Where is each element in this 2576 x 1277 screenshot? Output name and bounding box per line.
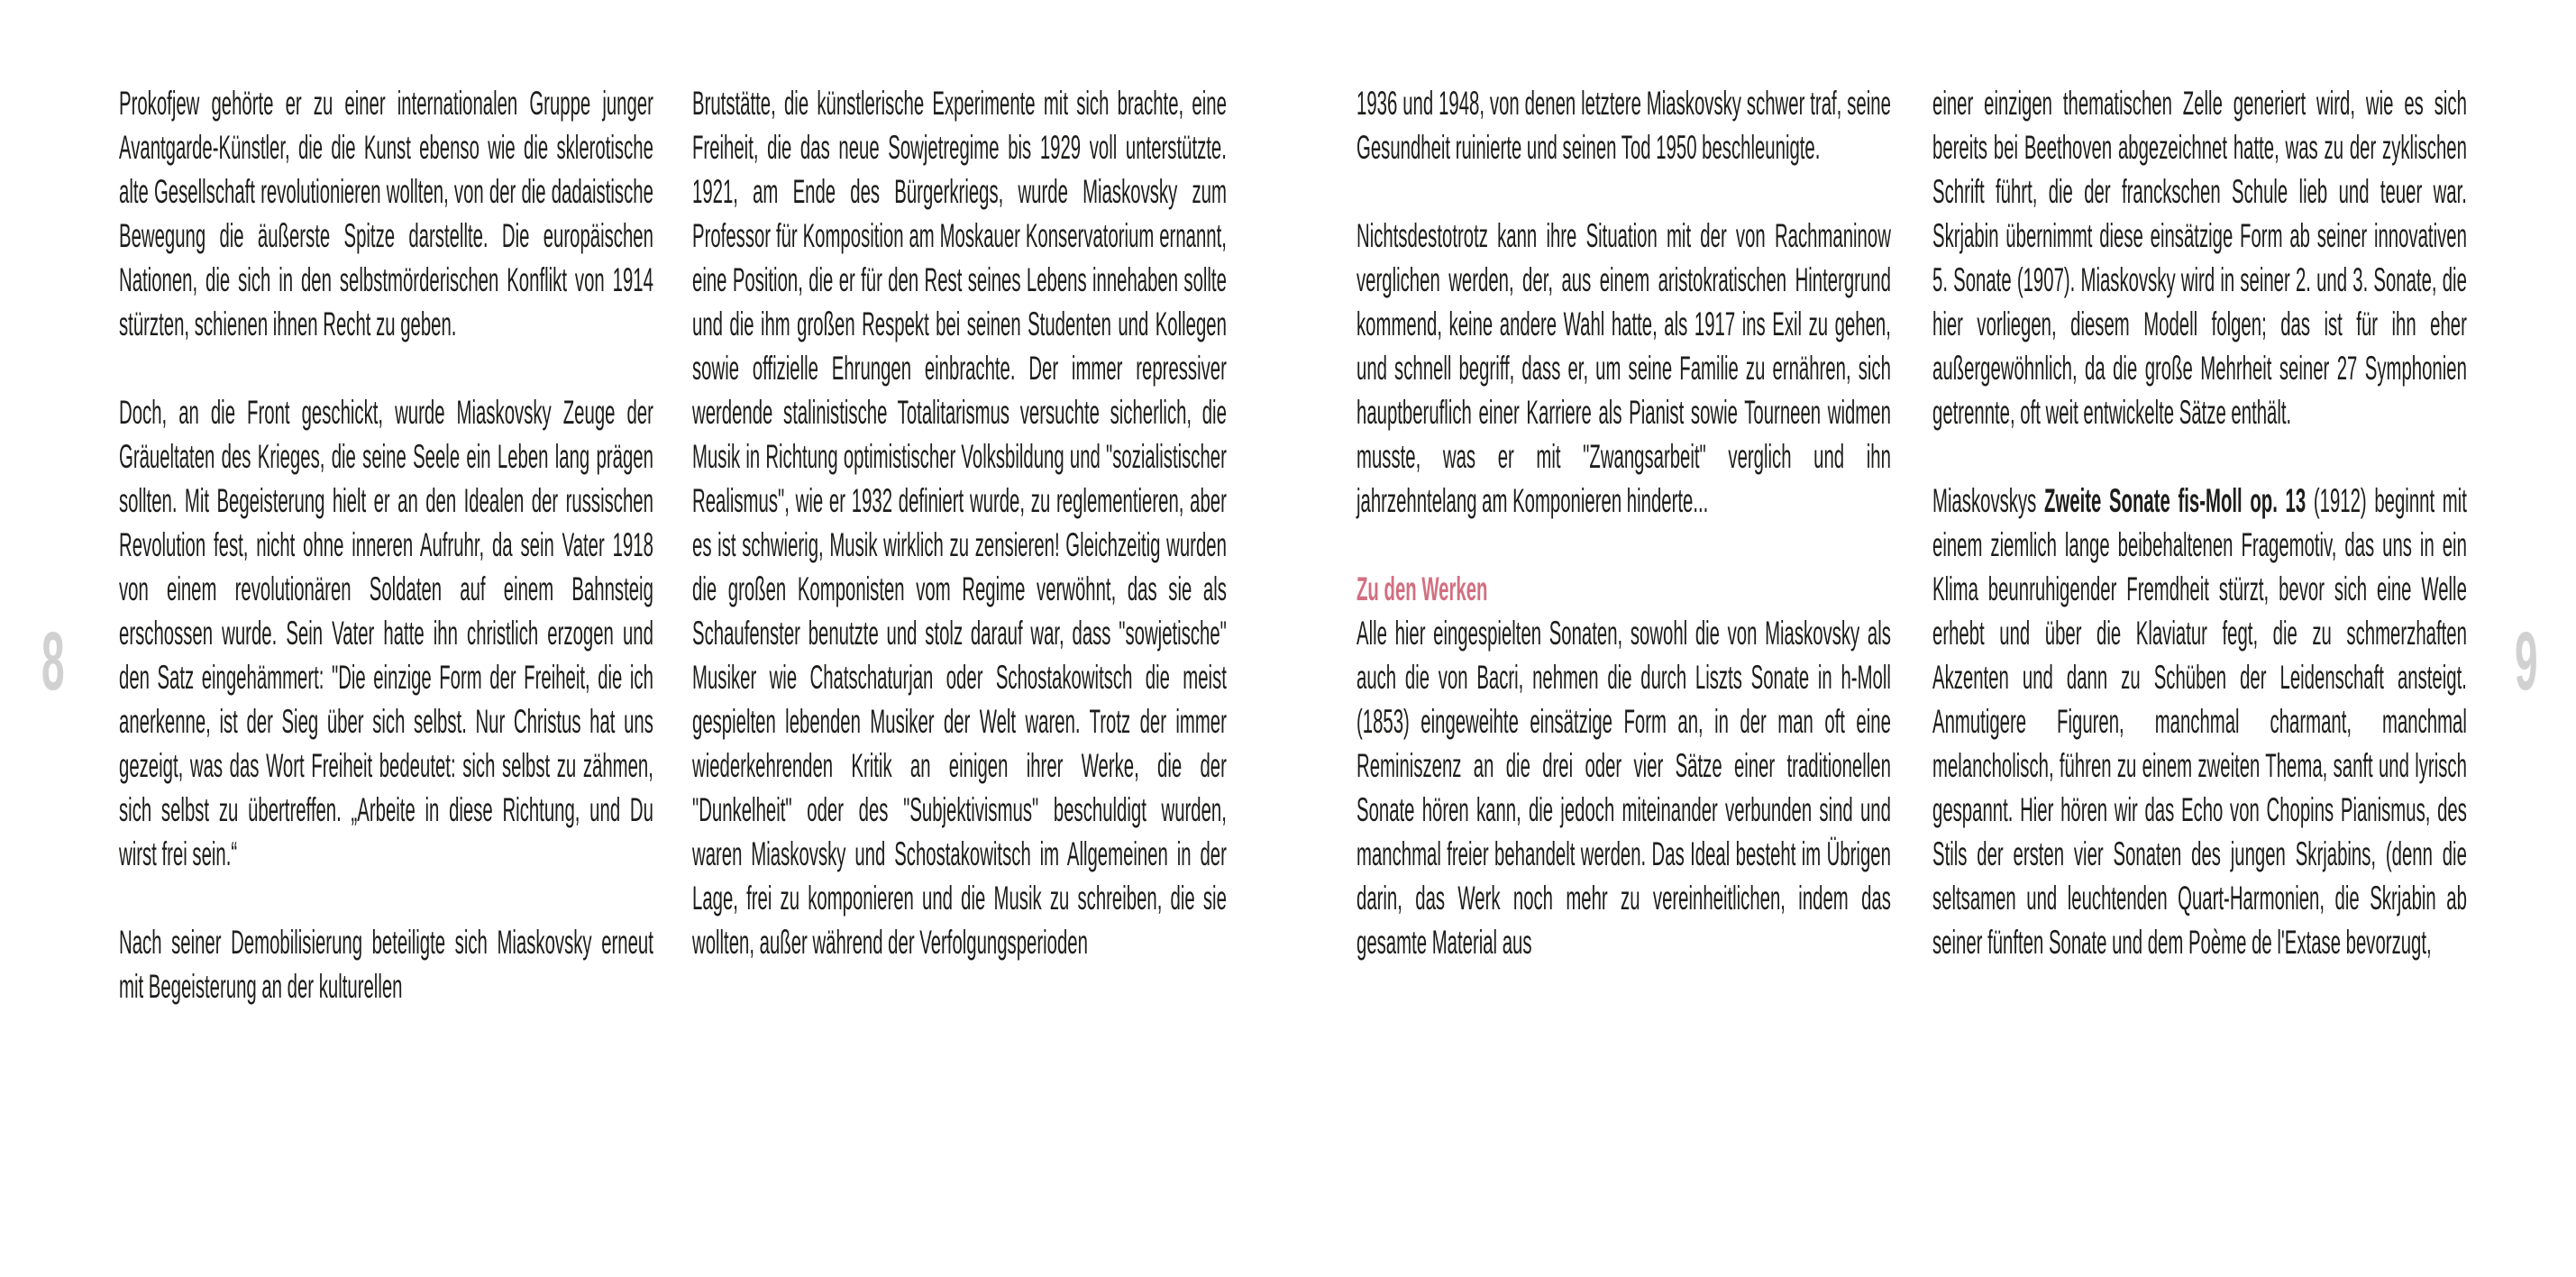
section-heading — [1357, 567, 1891, 611]
text-column-2 — [692, 81, 1227, 1008]
text-run: einer einzigen thematischen Zelle generiert wird, wie es sich bereits bei Beethoven abgezeichnet hatte, was zu der zyklischen Schrift führt, die der franckschen Schule lieb und teuer war. Skrjabin übernimmt diese einsätzige Form ab seiner innovativen 5. Sonate (1907). Miaskovsky wird in seiner 2. und 3. Sonate, die hier vorliegen, diesem Modell folgen; das ist für ihn eher außergewöhnlich, da die große Mehrheit seiner 27 Symphonien getrennte, oft weit entwickelte Sätze enthält. — [1932, 85, 2467, 431]
text-column-1 — [119, 81, 653, 1053]
text-run: Doch, an die Front geschickt, wurde Miaskovsky Zeuge der Gräueltaten des Krieges, die seine Seele ein Leben lang prägen sollten. Mit Begeisterung hielt er an den Idealen der russischen Revolution fest, nicht ohne inneren Aufruhr, da sein Vater 1918 von einem revolutionären Soldaten auf einem Bahnsteig erschossen wurde. Sein Vater hatte ihn christlich erzogen und den Satz eingehämmert: "Die einzige Form der Freiheit, die ich anerkenne, ist der Sieg über sich selbst. Nur Christus hat uns gezeigt, was das Wort Freiheit bedeutet: sich selbst zu zähmen, sich selbst zu übertreffen. „Arbeite in diese Richtung, und Du wirst frei sein.“ — [119, 394, 653, 872]
text-run: Prokofjew gehörte er zu einer internationalen Gruppe junger Avantgarde-Künstler, die die Kunst ebenso wie die sklerotische alte Gesellschaft revolutionieren wollten, von der die dadaistische Bewegung die äußerste Spitze darstellte. Die europäischen Nationen, die sich in den selbstmörderischen Konflikt von 1914 stürzten, schienen ihnen Recht zu geben. — [119, 85, 653, 342]
paragraph — [119, 920, 653, 1008]
text-run: Nach seiner Demobilisierung beteiligte sich Miaskovsky erneut mit Begeisterung an der kulturellen — [119, 924, 653, 1005]
text-run: (1912) beginnt mit einem ziemlich lange beibehaltenen Fragemotiv, das uns in ein Klima beunruhigender Fremdheit stürzt, bevor sich eine Welle erhebt und über die Klaviatur fegt, die zu schmerzhaften Akzenten und dann zu Schüben der Leidenschaft ansteigt. Anmutigere Figuren, manchmal charmant, manchmal melancholisch, führen zu einem zweiten Thema, sanft und lyrisch gespannt. Hier hören wir das Echo von Chopins Pianismus, des Stils der ersten vier Sonaten des jungen Skrjabins, (denn die seltsamen und leuchtenden Quart-Harmonien, die Skrjabin ab seiner fünften Sonate und dem Poème de l'Extase bevorzugt, — [1932, 482, 2467, 961]
paragraph — [1932, 81, 2467, 434]
paragraph — [119, 81, 653, 346]
right-page-number: 9 — [2515, 616, 2538, 707]
text-run: 1936 und 1948, von denen letztere Miaskovsky schwer traf, seine Gesundheit ruinierte und seinen Tod 1950 beschleunigte. — [1357, 85, 1891, 166]
paragraph — [1357, 214, 1891, 523]
paragraph — [119, 390, 653, 876]
text-run: Nichtsdestotrotz kann ihre Situation mit der von Rachmaninow verglichen werden, der, aus einem aristokratischen Hintergrund kommend, keine andere Wahl hatte, als 1917 ins Exil zu gehen, und schnell begriff, dass er, um seine Familie zu ernähren, sich hauptberuflich einer Karriere als Pianist sowie Tourneen widmen musste, was er mit "Zwangsarbeit" verglich und ihn jahrzehntelang am Komponieren hinderte... — [1357, 217, 1891, 519]
text-run: Alle hier eingespielten Sonaten, sowohl die von Miaskovsky als auch die von Bacri, nehmen die durch Liszts Sonate in h-Moll (1853) eingeweihte einsätzige Form an, in der man oft eine Reminiszenz an die drei oder vier Sätze einer traditionellen Sonate hören kann, die jedoch miteinander verbunden sind und manchmal freier behandelt werden. Das Ideal besteht im Übrigen darin, das Werk noch mehr zu vereinheitlichen, indem das gesamte Material aus — [1357, 615, 1891, 961]
paragraph — [1357, 81, 1891, 169]
paragraph — [692, 81, 1227, 964]
text-column-4 — [1932, 81, 2467, 1008]
paragraph — [1357, 611, 1891, 964]
text-run: Brutstätte, die künstlerische Experimente mit sich brachte, eine Freiheit, die das neue Sowjetregime bis 1929 voll unterstützte. 1921, am Ende des Bürgerkriegs, wurde Miaskovsky zum Professor für Komposition am Moskauer Konservatorium ernannt, eine Position, die er für den Rest seines Lebens innehaben sollte und die ihm großen Respekt bei seinen Studenten und Kollegen sowie offizielle Ehrungen einbrachte. Der immer repressiver werdende stalinistische Totalitarismus versuchte sicherlich, die Musik in Richtung optimistischer Volksbildung und "sozialistischer Realismus", wie er 1932 definiert wurde, zu reglementieren, aber es ist schwierig, Musik wirklich zu zensieren! Gleichzeitig wurden die großen Komponisten vom Regime verwöhnt, das sie als Schaufenster benutzte und stolz darauf war, dass "sowjetische" Musiker wie Chatschaturjan oder Schostakowitsch die meist gespielten lebenden Musiker der Welt waren. Trotz der immer wiederkehrenden Kritik an einigen ihrer Werke, die der "Dunkelheit" oder des "Subjektivismus" beschuldigt wurden, waren Miaskovsky und Schostakowitsch im Allgemeinen in der Lage, frei zu komponieren und die Musik zu schreiben, die sie wollten, außer während der Verfolgungsperioden — [692, 85, 1227, 961]
text-run: Zu den Werken — [1357, 570, 1488, 607]
text-run: Miaskovskys — [1932, 482, 2044, 519]
bold-text-run: Zweite Sonate fis-Moll op. 13 — [2043, 482, 2307, 519]
paragraph — [1932, 479, 2467, 964]
left-page-number: 8 — [41, 616, 65, 707]
text-column-3 — [1357, 81, 1891, 1008]
